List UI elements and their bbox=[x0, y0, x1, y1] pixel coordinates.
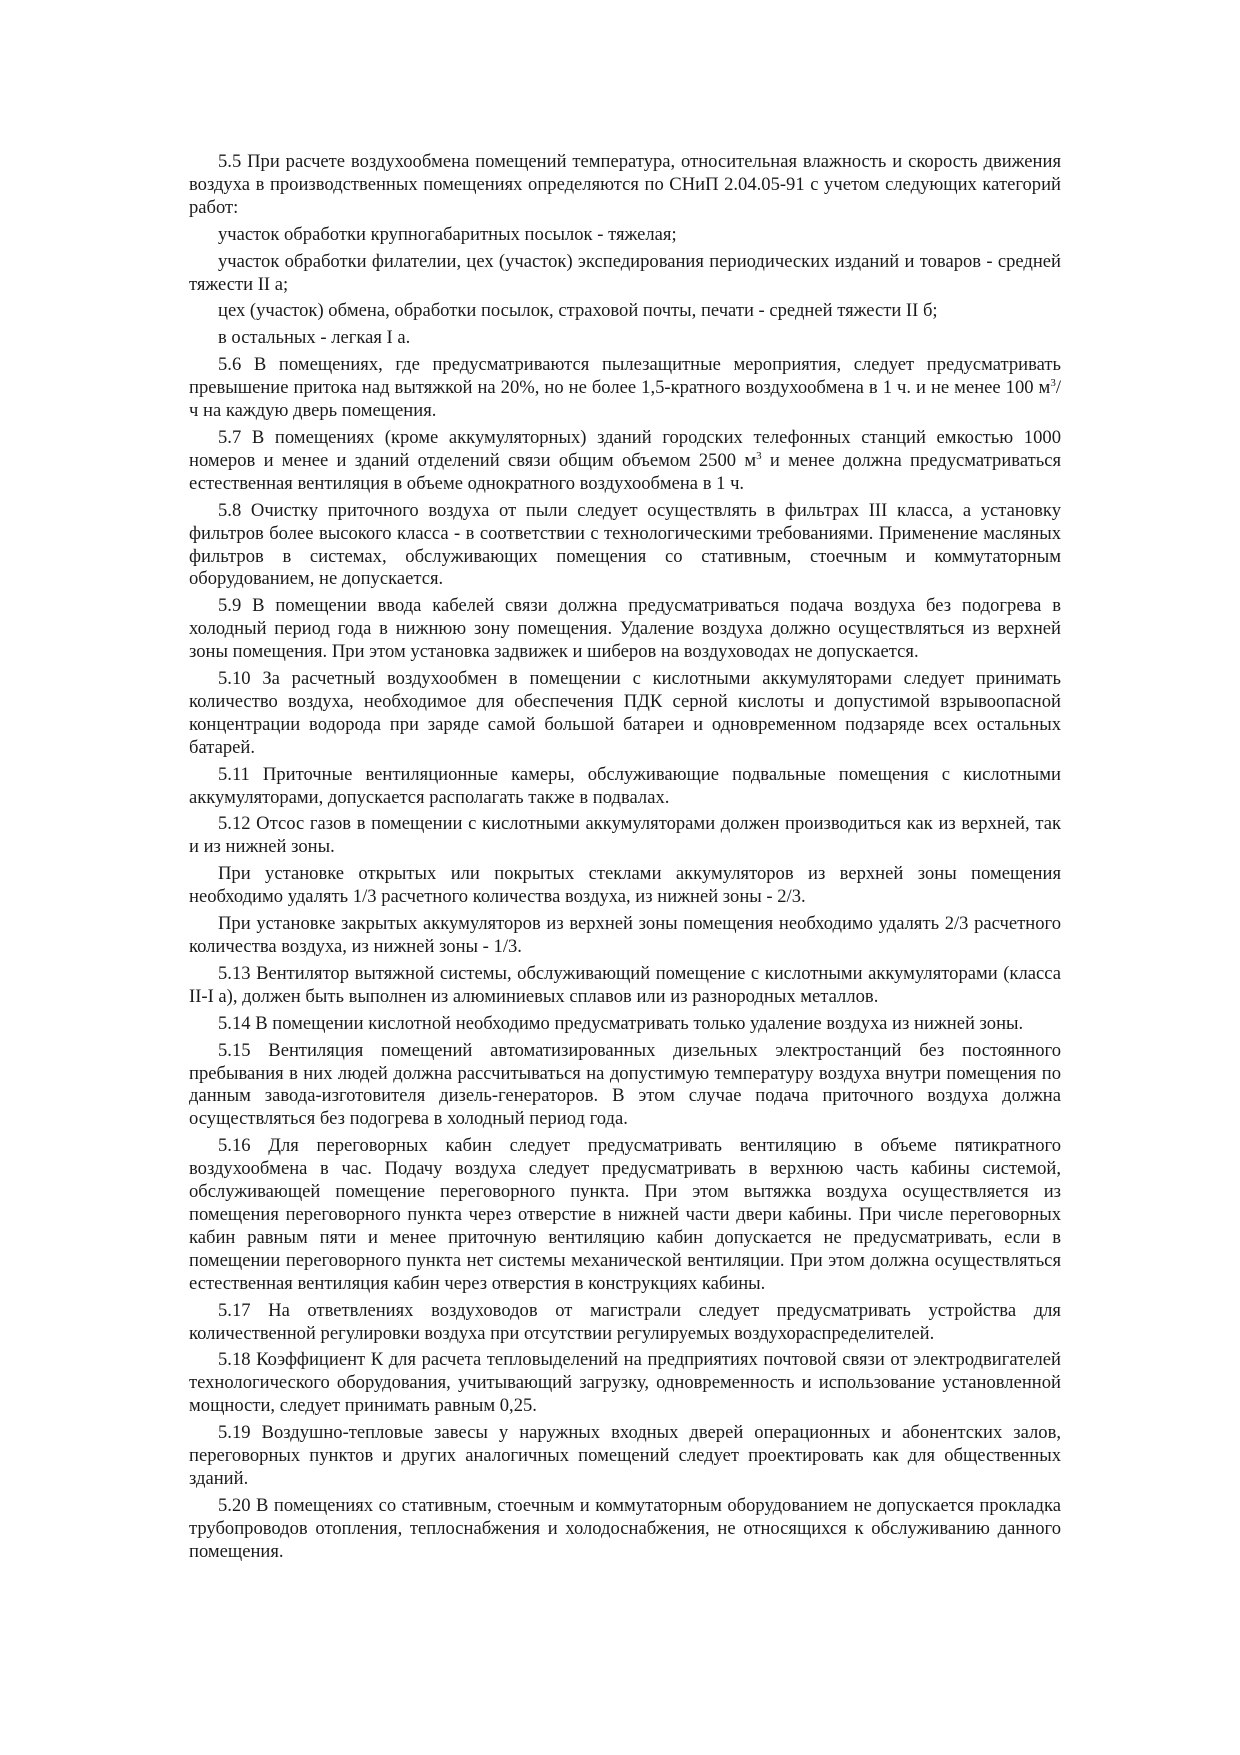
paragraph-5-14: 5.14 В помещении кислотной необходимо предусматривать только удаление воздуха из нижней зоны. bbox=[218, 1012, 1024, 1034]
paragraph-5-8: 5.8 Очистку приточного воздуха от пыли следует осуществлять в фильтрах III класса, а установку фильтров более высокого класса - в соответствии с технологическими требованиями. Применение масляных фильтров в системах, обслуживающих помещения со стативным, стоечным и коммутаторным оборудованием, не допускается. bbox=[189, 499, 1061, 590]
paragraph-5-18: 5.18 Коэффициент К для расчета тепловыделений на предприятиях почтовой связи от электродвигателей технологического оборудования, учитывающий загрузку, одновременность и использование установленной мощности, следует принимать равным 0,25. bbox=[189, 1349, 1061, 1417]
superscript-cube: 3 bbox=[1050, 377, 1056, 390]
list-item-heavy: участок обработки крупногабаритных посылок - тяжелая; bbox=[218, 223, 677, 245]
paragraph-5-16: 5.16 Для переговорных кабин следует предусматривать вентиляцию в объеме пятикратного воздухообмена в час. Подачу воздуха следует предусматривать в верхнюю часть кабины системой, обслуживающей помещение переговорного пункта. При этом вытяжка воздуха осуществляется из помещения переговорного пункта через отверстие в нижней части двери кабины. При числе переговорных кабин равным пяти и менее приточную вентиляцию кабин допускается не предусматривать, если в помещении переговорного пункта нет системы механической вентиляции. При этом должна осуществляться естественная вентиляция кабин через отверстия в конструкциях кабины. bbox=[189, 1135, 1061, 1294]
list-item-medium-2a: участок обработки филателии, цех (участок) экспедирования периодических изданий и товаров - средней тяжести II а; bbox=[189, 250, 1061, 295]
paragraph-5-9: 5.9 В помещении ввода кабелей связи должна предусматриваться подача воздуха без подогрева в холодный период года в нижнюю зону помещения. Удаление воздуха должно осуществляться из верхней зоны помещения. При этом установка задвижек и шиберов на воздуховодах не допускается. bbox=[189, 595, 1061, 663]
paragraph-5-17: 5.17 На ответвлениях воздуховодов от магистрали следует предусматривать устройства для количественной регулировки воздуха при отсутствии регулируемых воздухораспределителей. bbox=[189, 1299, 1061, 1344]
paragraph-5-7-text: 5.7 В помещениях (кроме аккумуляторных) зданий городских телефонных станций емкостью 1000 номеров и менее и зданий отделений связи общим объемом 2500 м bbox=[189, 426, 1061, 471]
paragraph-5-12-open: При установке открытых или покрытых стеклами аккумуляторов из верхней зоны помещения необходимо удалять 1/3 расчетного количества воздуха, из нижней зоны - 2/3. bbox=[189, 863, 1061, 908]
paragraph-5-15: 5.15 Вентиляция помещений автоматизированных дизельных электростанций без постоянного пребывания в них людей должна рассчитываться на допустимую температуру воздуха внутри помещения по данным завода-изготовителя дизель-генераторов. В этом случае подача приточного воздуха должна осуществляться без подогрева в холодный период года. bbox=[189, 1039, 1061, 1130]
paragraph-5-6-text: 5.6 В помещениях, где предусматриваются пылезащитные мероприятия, следует предусматривать превышение притока над вытяжкой на 20%, но не более 1,5-кратного воздухообмена в 1 ч. и не менее 100 м bbox=[189, 354, 1061, 399]
paragraph-5-20: 5.20 В помещениях со стативным, стоечным и коммутаторным оборудованием не допускается прокладка трубопроводов отопления, теплоснабжения и холодоснабжения, не относящихся к обслуживанию данного помещения. bbox=[189, 1494, 1061, 1562]
paragraph-5-6-tail: /ч на каждую дверь помещения. bbox=[189, 377, 1061, 422]
paragraph-5-6 bbox=[189, 354, 1061, 423]
paragraph-5-12: 5.12 Отсос газов в помещении с кислотными аккумуляторами должен производиться как из верхней, так и из нижней зоны. bbox=[189, 813, 1061, 858]
paragraph-5-19: 5.19 Воздушно-тепловые завесы у наружных входных дверей операционных и абонентских залов, переговорных пунктов и других аналогичных помещений следует проектировать как для общественных зданий. bbox=[189, 1422, 1061, 1489]
paragraph-5-7 bbox=[189, 427, 1061, 496]
list-item-light: в остальных - легкая I а. bbox=[218, 327, 411, 349]
paragraph-5-12-closed: При установке закрытых аккумуляторов из верхней зоны помещения необходимо удалять 2/3 расчетного количества воздуха, из нижней зоны - 1/3. bbox=[189, 913, 1061, 957]
list-item-medium-2b: цех (участок) обмена, обработки посылок, страховой почты, печати - средней тяжести II б; bbox=[218, 300, 938, 322]
paragraph-5-5: 5.5 При расчете воздухообмена помещений температура, относительная влажность и скорость движения воздуха в производственных помещениях определяются по СНиП 2.04.05-91 с учетом следующих категорий работ: bbox=[189, 151, 1061, 218]
paragraph-5-7-tail: и менее должна предусматриваться естественная вентиляция в объеме однократного воздухообмена в 1 ч. bbox=[189, 449, 1061, 494]
document-page bbox=[189, 151, 1061, 1564]
superscript-cube: 3 bbox=[756, 449, 762, 462]
paragraph-5-11: 5.11 Приточные вентиляционные камеры, обслуживающие подвальные помещения с кислотными аккумуляторами, допускается располагать также в подвалах. bbox=[189, 763, 1061, 808]
paragraph-5-13: 5.13 Вентилятор вытяжной системы, обслуживающий помещение с кислотными аккумуляторами (класса II-I а), должен быть выполнен из алюминиевых сплавов или из разнородных металлов. bbox=[189, 962, 1061, 1007]
paragraph-5-10: 5.10 За расчетный воздухообмен в помещении с кислотными аккумуляторами следует принимать количество воздуха, необходимое для обеспечения ПДК серной кислоты и допустимой взрывоопасной концентрации водорода при заряде самой большой батареи и одновременном подзаряде всех остальных батарей. bbox=[189, 668, 1061, 758]
